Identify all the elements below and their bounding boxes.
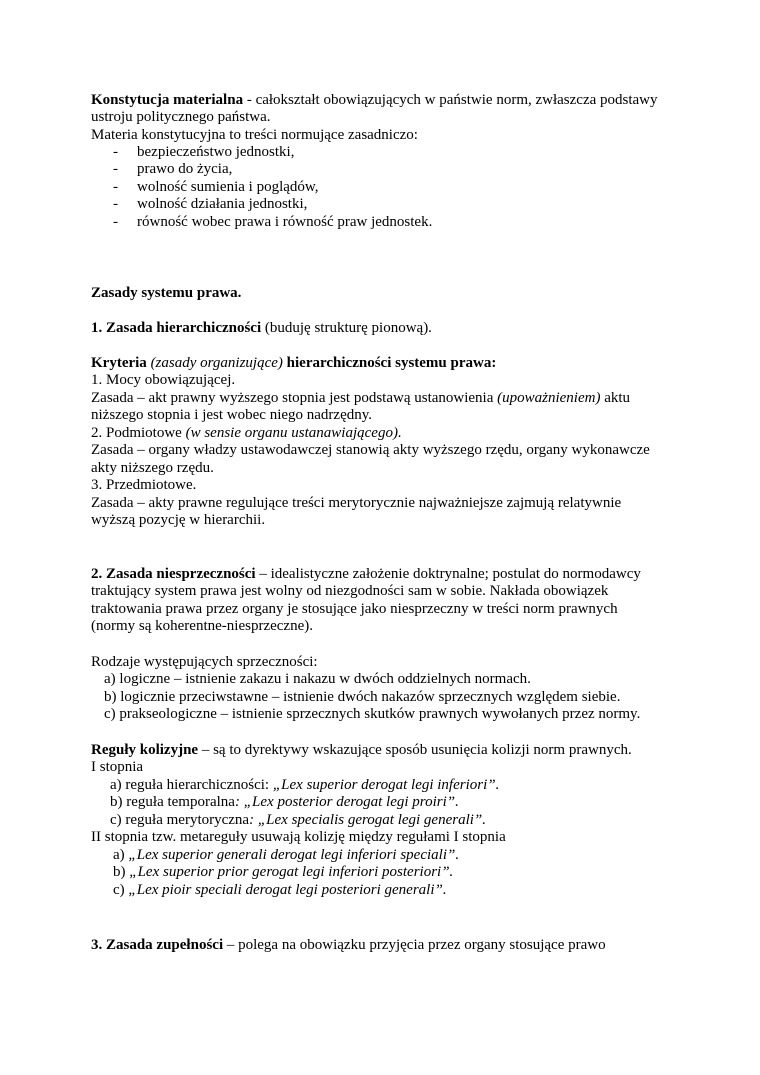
materia-intro: Materia konstytucyjna to treści normujące zasadniczo: xyxy=(91,127,418,143)
list-item xyxy=(110,812,486,829)
rule-text: „Lex superior prior gerogat legi inferiori posteriori”. xyxy=(129,864,454,880)
konstytucja-term: Konstytucja materialna xyxy=(91,92,244,108)
zasada-2-line-2: akty niższego rzędu. xyxy=(91,460,214,476)
bullet-dash: - xyxy=(113,144,118,160)
kryteria-rest: hierarchiczności systemu prawa: xyxy=(282,355,497,371)
niesprzecznosc-line-2: traktujący system prawa jest wolny od niezgodności sam w sobie. Nakłada obowiązek xyxy=(91,583,609,599)
rule-label: b) reguła temporalna xyxy=(110,794,235,810)
reguly-heading-rest: – są to dyrektywy wskazujące sposób usunięcia kolizji norm prawnych. xyxy=(198,742,632,758)
niesprzecznosc-line-1-rest: – idealistyczne założenie doktrynalne; postulat do normodawcy xyxy=(255,566,641,582)
niesprzecznosc-line-3: traktowania prawa przez organy je stosujące jako niesprzeczny w treści norm prawnych xyxy=(91,601,618,617)
niesprzecznosc-heading: 2. Zasada niesprzeczności xyxy=(91,566,256,582)
zasada-2-line-1: Zasada – organy władzy ustawodawczej stanowią akty wyższego rzędu, organy wykonawcze xyxy=(91,442,650,458)
zupelnosc-line xyxy=(91,937,606,954)
stopnia-1: I stopnia xyxy=(91,759,144,775)
rule-text: : „Lex specialis gerogat legi generali”. xyxy=(249,812,487,828)
mocy-obowiazujacej: 1. Mocy obowiązującej. xyxy=(91,372,236,388)
list-item: c) prakseologiczne – istnienie sprzecznych skutków prawnych wywołanych przez normy. xyxy=(104,706,641,722)
stopnia-2: II stopnia tzw. metareguły usuwają kolizję między regułami I stopnia xyxy=(91,829,506,845)
list-item xyxy=(113,864,453,881)
rule-label: c) reguła merytoryczna xyxy=(110,812,250,828)
zasada-1-italic: (upoważnieniem) xyxy=(497,390,601,406)
list-item: wolność działania jednostki, xyxy=(137,196,308,212)
section-heading-zasady xyxy=(91,285,241,302)
hierarchicznosc-heading-bold: 1. Zasada hierarchiczności xyxy=(91,320,262,336)
list-item: b) logicznie przeciwstawne – istnienie dwóch nakazów sprzecznych względem siebie. xyxy=(104,689,621,705)
zasady-heading-text: Zasady systemu prawa. xyxy=(91,285,242,301)
zasada-1-text-a: Zasada – akt prawny wyższego stopnia jest podstawą ustanowienia xyxy=(91,390,498,406)
list-item: bezpieczeństwo jednostki, xyxy=(137,144,295,160)
zupelnosc-rest: – polega na obowiązku przyjęcia przez organy stosujące prawo xyxy=(223,937,606,953)
reguly-heading: Reguły kolizyjne xyxy=(91,742,199,758)
hierarchicznosc-heading-rest: (buduję strukturę pionową). xyxy=(261,320,432,336)
rule-label: a) reguła hierarchiczności: xyxy=(110,777,273,793)
rule-label: a) xyxy=(113,847,129,863)
bullet-dash: - xyxy=(113,196,118,212)
list-item: a) logiczne – istnienie zakazu i nakazu w dwóch oddzielnych normach. xyxy=(104,671,531,687)
hierarchicznosc-heading xyxy=(91,320,432,337)
kryteria-heading xyxy=(91,355,496,372)
list-item xyxy=(110,777,499,794)
list-item: prawo do życia, xyxy=(137,161,233,177)
podmiotowe xyxy=(91,425,402,442)
podmiotowe-italic: (w sensie organu ustanawiającego). xyxy=(185,425,402,441)
bullet-dash: - xyxy=(113,179,118,195)
zasada-3-line-1: Zasada – akty prawne regulujące treści merytorycznie najważniejsze zajmują relatywnie xyxy=(91,495,622,511)
przedmiotowe: 3. Przedmiotowe. xyxy=(91,477,197,493)
podmiotowe-text: 2. Podmiotowe xyxy=(91,425,186,441)
reguly-kolizyjne-line xyxy=(91,742,632,759)
zasada-3-line-2: wyższą pozycję w hierarchii. xyxy=(91,512,266,528)
list-item: równość wobec prawa i równość praw jednostek. xyxy=(137,214,433,230)
zasada-1-text-b: aktu xyxy=(600,390,631,406)
kryteria-italic: (zasady organizujące) xyxy=(146,355,283,371)
konstytucja-definition-text: - całokształt obowiązujących w państwie norm, zwłaszcza podstawy xyxy=(243,92,658,108)
niesprzecznosc-line-4: (normy są koherentne-niesprzeczne). xyxy=(91,618,313,634)
konstytucja-definition-line-1 xyxy=(91,92,658,109)
rodzaje-sprzecznosci: Rodzaje występujących sprzeczności: xyxy=(91,654,318,670)
zupelnosc-heading: 3. Zasada zupełności xyxy=(91,937,224,953)
zasada-1-line-1 xyxy=(91,390,630,407)
zasada-1-line-2: niższego stopnia i jest wobec niego nadrzędny. xyxy=(91,407,373,423)
list-item xyxy=(110,794,459,811)
rule-text: „Lex pioir speciali derogat legi posteriori generali”. xyxy=(128,882,447,898)
niesprzecznosc-line-1 xyxy=(91,566,641,583)
list-item xyxy=(113,882,447,899)
bullet-dash: - xyxy=(113,214,118,230)
rule-text: „Lex superior derogat legi inferiori”. xyxy=(272,777,500,793)
bullet-dash: - xyxy=(113,161,118,177)
list-item: wolność sumienia i poglądów, xyxy=(137,179,319,195)
rule-text: : „Lex posterior derogat legi proiri”. xyxy=(234,794,459,810)
rule-label: c) xyxy=(113,882,129,898)
rule-label: b) xyxy=(113,864,130,880)
list-item xyxy=(113,847,459,864)
rule-text: „Lex superior generali derogat legi inferiori speciali”. xyxy=(128,847,460,863)
kryteria-bold: Kryteria xyxy=(91,355,147,371)
konstytucja-definition-line-2: ustroju politycznego państwa. xyxy=(91,109,271,125)
